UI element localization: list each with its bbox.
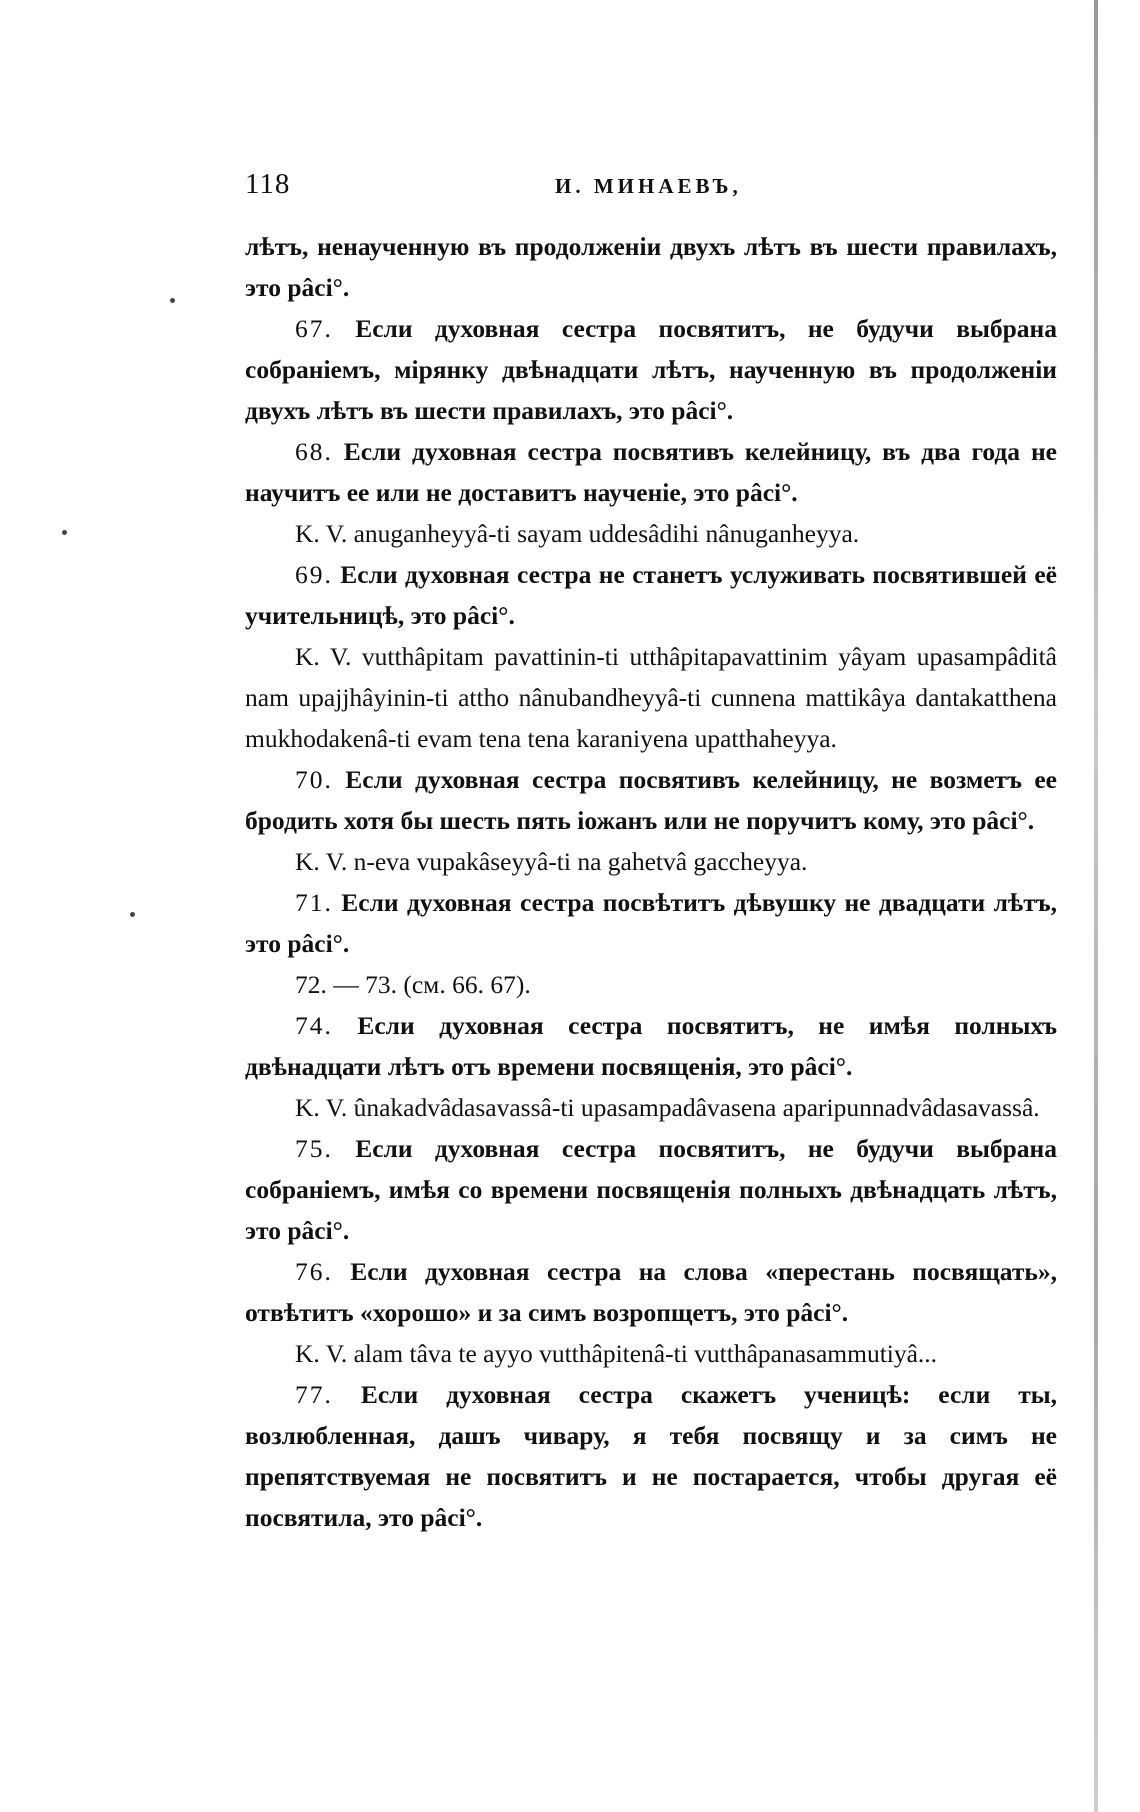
- paragraph: 70. Если духовная сестра посвятивъ келейницу, не возметъ ее бродить хотя бы шесть пять іожанъ или не поручитъ кому, это pâci°.: [245, 765, 1057, 835]
- body-text: [245, 226, 1057, 1538]
- commentary-line: K. V. anuganheyyâ-ti sayam uddesâdihi nânuganheyya.: [295, 519, 860, 548]
- reference-line: 72. — 73. (см. 66. 67).: [295, 970, 531, 999]
- commentary-line: K. V. alam tâva te ayyo vutthâpitenâ-ti vutthâpanasammutiyâ...: [295, 1339, 938, 1368]
- paragraph: 75. Если духовная сестра посвятитъ, не будучи выбрана собраніемъ, имѣя со времени посвященія полныхъ двѣнадцать лѣтъ, это pâci°.: [245, 1134, 1057, 1245]
- paragraph: 68. Если духовная сестра посвятивъ келейницу, въ два года не научитъ ее или не доставитъ наученіе, это pâci°.: [245, 437, 1057, 507]
- paragraph: 69. Если духовная сестра не станетъ услуживать посвятившей её учительницѣ, это pâci°.: [245, 560, 1057, 630]
- running-head: И. МИНАЕВЪ,: [555, 174, 742, 198]
- page-number: 118: [245, 168, 291, 200]
- commentary-line: K. V. n-eva vupakâseyyâ-ti na gahetvâ gaccheyya.: [295, 847, 808, 876]
- paragraph: 74. Если духовная сестра посвятитъ, не имѣя полныхъ двѣнадцати лѣтъ отъ времени посвященія, это pâci°.: [245, 1011, 1058, 1081]
- paragraph: лѣтъ, ненаученную въ продолженіи двухъ лѣтъ въ шести правилахъ, это pâci°.: [245, 232, 1057, 302]
- page-header: [245, 168, 1057, 212]
- paragraph: 67. Если духовная сестра посвятитъ, не будучи выбрана собраніемъ, мірянку двѣнадцати лѣтъ, наученную въ продолженіи двухъ лѣтъ въ шести правилахъ, это pâci°.: [245, 314, 1057, 425]
- document-page: [245, 168, 1057, 1538]
- paragraph: 76. Если духовная сестра на слова «перестань посвящать», отвѣтитъ «хорошо» и за симъ возропщетъ, это pâci°.: [245, 1257, 1058, 1327]
- scan-speck: [170, 298, 175, 303]
- scan-edge-line: [1094, 0, 1098, 1812]
- commentary-line: K. V. ûnakadvâdasavassâ-ti upasampadâvasena aparipunnadvâdasavassâ.: [295, 1093, 1040, 1122]
- paragraph: 77. Если духовная сестра скажетъ ученицѣ: если ты, возлюбленная, дашъ чивару, я тебя посвящу и за симъ не препятствуемая не посвятитъ и не постарается, чтобы другая её посвятила, это pâci°.: [245, 1380, 1058, 1532]
- scan-speck: [130, 912, 135, 917]
- paragraph: 71. Если духовная сестра посвѣтитъ дѣвушку не двадцати лѣтъ, это pâci°.: [245, 888, 1058, 958]
- scan-speck: [62, 530, 67, 535]
- commentary-line: K. V. vutthâpitam pavattinin-ti utthâpitapavattinim yâyam upasampâditâ nam upajjhâyinin-ti attho nânubandheyyâ-ti cunnena mattikâya dantakatthena mukhodakenâ-ti evam tena tena karaniyena upatthaheyya.: [245, 642, 1057, 753]
